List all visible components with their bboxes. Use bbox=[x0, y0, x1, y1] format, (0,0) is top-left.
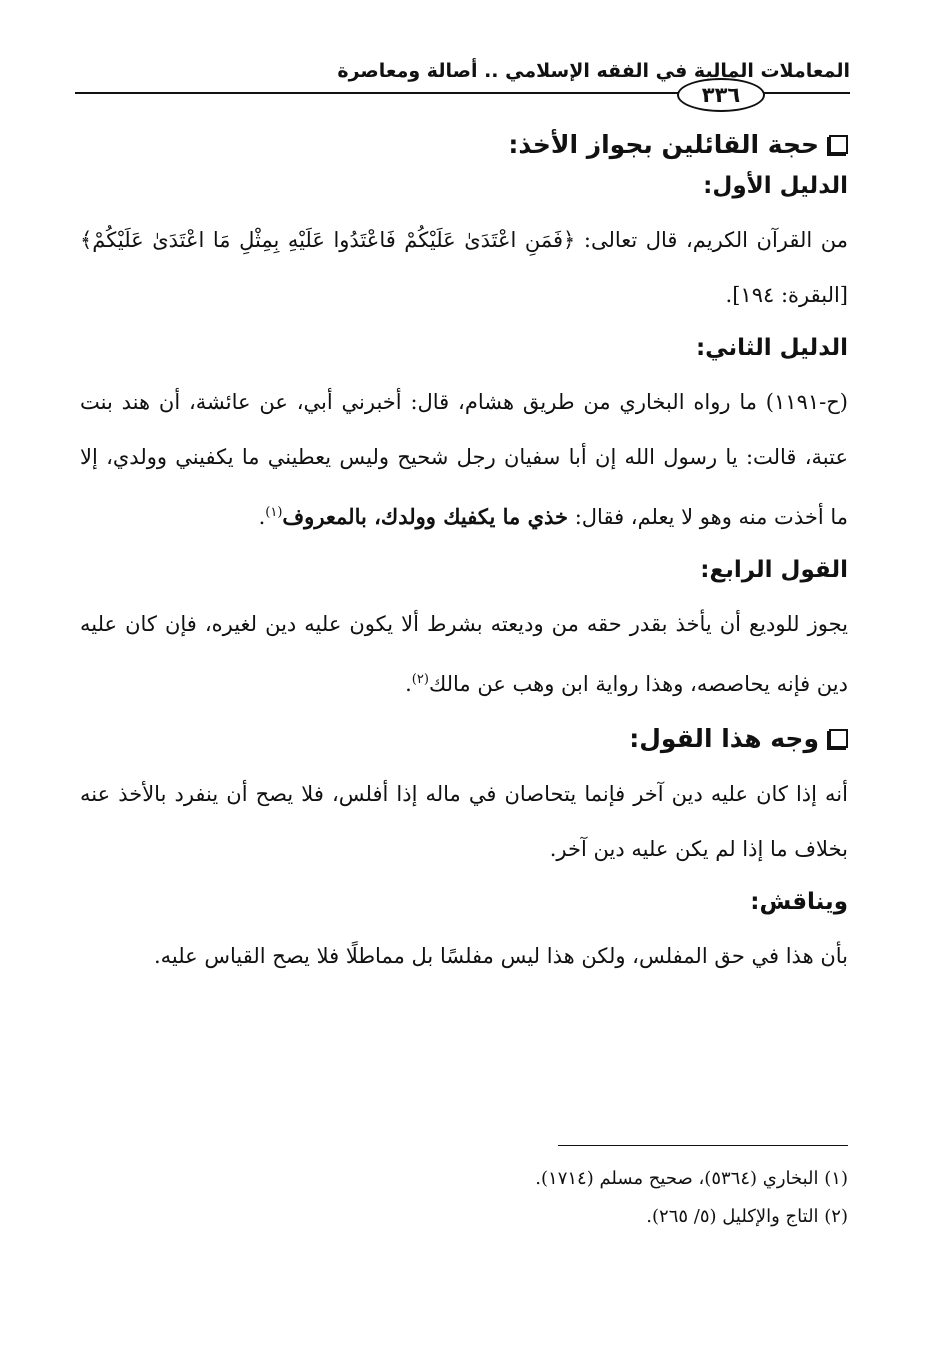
footnote-ref-1[interactable]: (١) bbox=[265, 505, 283, 520]
footnotes bbox=[80, 1145, 848, 1236]
evidence-1-title: الدليل الأول: bbox=[703, 173, 848, 199]
fourth-opinion-paragraph bbox=[80, 597, 848, 712]
reasoning-heading-text: وجه هذا القول: bbox=[629, 724, 819, 753]
section-heading-evidence bbox=[80, 130, 848, 159]
evidence-1-text: من القرآن الكريم، قال تعالى: ﴿فَمَنِ اعْتَدَىٰ عَلَيْكُمْ فَاعْتَدُوا عَلَيْهِ بِمِثْلِ مَا اعْتَدَىٰ عَلَيْكُمْ﴾ [البقرة: ١٩٤]. bbox=[80, 228, 848, 307]
footnote-ref-2[interactable]: (٢) bbox=[411, 672, 429, 687]
evidence-2-title: الدليل الثاني: bbox=[695, 335, 848, 361]
evidence-2-bold-quote: خذي ما يكفيك وولدك، بالمعروف bbox=[282, 504, 569, 529]
footnote-1: (١) البخاري (٥٣٦٤)، صحيح مسلم (١٧١٤). bbox=[535, 1168, 848, 1189]
running-title: المعاملات المالية في الفقه الإسلامي .. أصالة ومعاصرة bbox=[337, 60, 850, 82]
evidence-2-text: (ح-١١٩١) ما رواه البخاري من طريق هشام، قال: أخبرني أبي، عن عائشة، أن هند بنت عتبة، قالت: يا رسول الله إن أبا سفيان رجل شحيح وليس يعطيني ما يكفيني وولدي، إلا ما أخذت منه وهو لا يعلم، فقال: bbox=[80, 390, 848, 529]
fourth-opinion-title: القول الرابع: bbox=[700, 557, 848, 583]
square-bullet-icon bbox=[829, 729, 848, 748]
footnote-2: (٢) التاج والإكليل (٥/ ٢٦٥). bbox=[646, 1206, 848, 1227]
discussion-title: ويناقش: bbox=[750, 889, 848, 915]
evidence-2-paragraph bbox=[80, 375, 848, 545]
fourth-opinion-text: يجوز للوديع أن يأخذ بقدر حقه من وديعته بشرط ألا يكون عليه دين لغيره، فإن كان عليه دين فإنه يحاصصه، وهذا رواية ابن وهب عن مالك bbox=[80, 612, 848, 696]
section-heading-reasoning bbox=[80, 724, 848, 753]
discussion-text: بأن هذا في حق المفلس، ولكن هذا ليس مفلسًا بل مماطلًا فلا يصح القياس عليه. bbox=[153, 944, 848, 968]
page-body bbox=[80, 130, 848, 996]
page-header bbox=[75, 52, 850, 107]
section-heading-text: حجة القائلين بجواز الأخذ: bbox=[508, 130, 819, 159]
fourth-opinion-end: . bbox=[405, 672, 412, 696]
page-number: ٣٣٦ bbox=[677, 78, 765, 112]
evidence-2-end: . bbox=[258, 505, 266, 529]
footnote-rule bbox=[558, 1145, 848, 1146]
square-bullet-icon bbox=[829, 135, 848, 154]
reasoning-text: أنه إذا كان عليه دين آخر فإنما يتحاصان في ماله إذا أفلس، فلا يصح أن ينفرد بالأخذ عنه بخلاف ما إذا لم يكن عليه دين آخر. bbox=[80, 782, 848, 861]
